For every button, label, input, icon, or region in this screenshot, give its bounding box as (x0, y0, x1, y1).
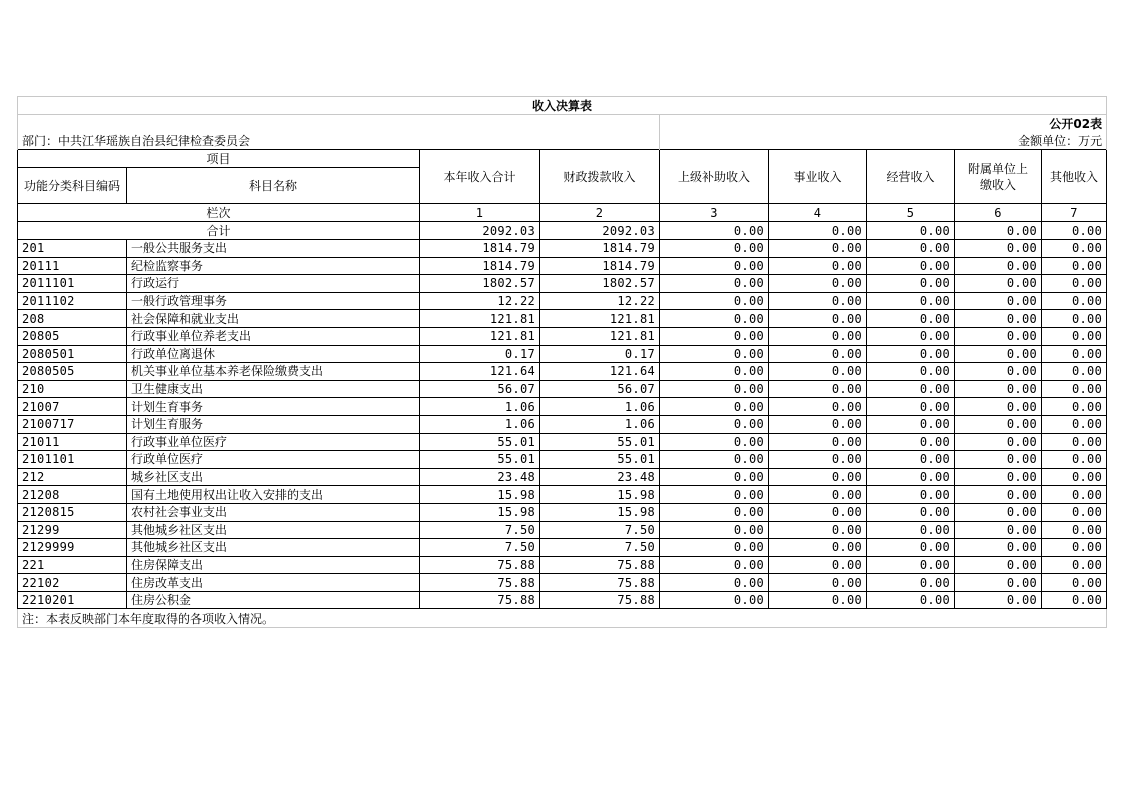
amount-cell: 0.00 (660, 415, 769, 433)
amount-cell: 0.00 (1042, 468, 1107, 486)
table-row (18, 556, 1107, 574)
amount-cell: 0.00 (769, 556, 867, 574)
amount-cell: 7.50 (540, 521, 660, 539)
col-number: 5 (867, 204, 955, 222)
amount-cell: 0.00 (955, 433, 1042, 451)
subject-code-cell: 21011 (18, 433, 127, 451)
amount-cell: 0.00 (660, 345, 769, 363)
amount-cell: 1802.57 (540, 275, 660, 293)
amount-cell: 7.50 (420, 539, 540, 557)
col-number: 7 (1042, 204, 1107, 222)
subject-name-cell: 其他城乡社区支出 (127, 521, 420, 539)
amount-cell: 1802.57 (420, 275, 540, 293)
subject-name-cell: 农村社会事业支出 (127, 503, 420, 521)
affiliated-header: 附属单位上缴收入 (955, 150, 1042, 204)
amount-cell: 0.00 (660, 433, 769, 451)
amount-cell: 0.00 (1042, 539, 1107, 557)
subject-name-cell: 住房改革支出 (127, 574, 420, 592)
col-number: 2 (540, 204, 660, 222)
business-header: 事业收入 (769, 150, 867, 204)
amount-cell: 1814.79 (420, 257, 540, 275)
amount-cell: 0.00 (955, 257, 1042, 275)
amount-cell: 15.98 (420, 486, 540, 504)
table-row (18, 433, 1107, 451)
name-header: 科目名称 (127, 168, 420, 204)
subject-name-cell: 纪检监察事务 (127, 257, 420, 275)
amount-cell: 0.00 (769, 521, 867, 539)
amount-cell: 0.00 (867, 363, 955, 381)
amount-cell: 0.00 (1042, 310, 1107, 328)
amount-cell: 0.00 (867, 415, 955, 433)
sum-cell: 0.00 (1042, 222, 1107, 240)
amount-cell: 0.00 (769, 398, 867, 416)
subject-name-cell: 行政单位医疗 (127, 451, 420, 469)
amount-cell: 56.07 (420, 380, 540, 398)
table-note: 注：本表反映部门本年度取得的各项收入情况。 (18, 609, 1107, 628)
subject-name-cell: 行政事业单位养老支出 (127, 327, 420, 345)
amount-cell: 0.00 (1042, 486, 1107, 504)
amount-cell: 0.17 (540, 345, 660, 363)
amount-cell: 121.81 (540, 327, 660, 345)
table-row (18, 275, 1107, 293)
amount-cell: 0.00 (955, 556, 1042, 574)
table-row (18, 380, 1107, 398)
amount-cell: 0.00 (660, 556, 769, 574)
amount-cell: 0.00 (1042, 451, 1107, 469)
code-header: 功能分类科目编码 (18, 168, 127, 204)
amount-cell: 0.00 (660, 292, 769, 310)
amount-cell: 15.98 (420, 503, 540, 521)
sum-cell: 0.00 (955, 222, 1042, 240)
amount-cell: 0.00 (769, 451, 867, 469)
amount-cell: 75.88 (540, 574, 660, 592)
amount-cell: 0.00 (867, 451, 955, 469)
amount-cell: 55.01 (420, 433, 540, 451)
fiscal-header: 财政拨款收入 (540, 150, 660, 204)
subject-code-cell: 2011101 (18, 275, 127, 293)
amount-cell: 0.00 (1042, 556, 1107, 574)
subject-name-cell: 计划生育服务 (127, 415, 420, 433)
amount-cell: 75.88 (540, 556, 660, 574)
amount-cell: 0.00 (769, 574, 867, 592)
amount-cell: 0.00 (955, 539, 1042, 557)
amount-cell: 0.00 (867, 486, 955, 504)
amount-cell: 0.00 (955, 380, 1042, 398)
sum-cell: 2092.03 (540, 222, 660, 240)
amount-cell: 121.64 (420, 363, 540, 381)
amount-cell: 0.00 (867, 345, 955, 363)
amount-cell: 0.00 (769, 240, 867, 258)
amount-cell: 0.00 (769, 327, 867, 345)
amount-cell: 0.00 (660, 521, 769, 539)
amount-cell: 0.00 (769, 310, 867, 328)
amount-cell: 0.00 (867, 240, 955, 258)
amount-cell: 0.00 (867, 257, 955, 275)
subject-code-cell: 2120815 (18, 503, 127, 521)
sum-cell: 0.00 (867, 222, 955, 240)
col-number: 6 (955, 204, 1042, 222)
subject-code-cell: 2080505 (18, 363, 127, 381)
amount-cell: 0.00 (867, 310, 955, 328)
amount-cell: 0.00 (769, 486, 867, 504)
amount-cell: 0.00 (769, 591, 867, 609)
col-number: 3 (660, 204, 769, 222)
amount-cell: 1.06 (420, 398, 540, 416)
amount-cell: 0.00 (1042, 591, 1107, 609)
amount-cell: 0.00 (1042, 363, 1107, 381)
amount-cell: 0.00 (769, 415, 867, 433)
amount-cell: 0.00 (1042, 521, 1107, 539)
sum-cell: 0.00 (769, 222, 867, 240)
table-row (18, 468, 1107, 486)
subject-name-cell: 行政单位离退休 (127, 345, 420, 363)
col-number: 4 (769, 204, 867, 222)
amount-cell: 0.00 (867, 503, 955, 521)
subject-name-cell: 城乡社区支出 (127, 468, 420, 486)
subject-name-cell: 其他城乡社区支出 (127, 539, 420, 557)
amount-cell: 0.00 (867, 380, 955, 398)
amount-cell: 0.00 (1042, 240, 1107, 258)
amount-cell: 0.00 (1042, 503, 1107, 521)
amount-cell: 12.22 (420, 292, 540, 310)
table-row (18, 539, 1107, 557)
amount-cell: 0.00 (660, 257, 769, 275)
amount-cell: 0.00 (867, 521, 955, 539)
subject-name-cell: 机关事业单位基本养老保险缴费支出 (127, 363, 420, 381)
subject-name-cell: 行政运行 (127, 275, 420, 293)
table-row (18, 240, 1107, 258)
operating-header: 经营收入 (867, 150, 955, 204)
amount-cell: 121.81 (420, 310, 540, 328)
subject-code-cell: 210 (18, 380, 127, 398)
amount-cell: 56.07 (540, 380, 660, 398)
amount-cell: 0.00 (660, 240, 769, 258)
superior-header: 上级补助收入 (660, 150, 769, 204)
income-final-accounts-sheet (17, 96, 1106, 628)
sum-cell: 0.00 (660, 222, 769, 240)
amount-cell: 0.00 (1042, 257, 1107, 275)
amount-cell: 0.00 (769, 433, 867, 451)
item-header: 项目 (18, 150, 420, 168)
amount-cell: 15.98 (540, 486, 660, 504)
amount-cell: 0.00 (955, 240, 1042, 258)
amount-cell: 0.00 (955, 503, 1042, 521)
table-row (18, 574, 1107, 592)
amount-cell: 0.00 (1042, 574, 1107, 592)
amount-cell: 0.00 (955, 451, 1042, 469)
subject-code-cell: 20111 (18, 257, 127, 275)
sum-row (18, 222, 1107, 240)
amount-cell: 0.00 (867, 556, 955, 574)
amount-cell: 0.00 (867, 468, 955, 486)
amount-cell: 0.00 (1042, 345, 1107, 363)
table-row (18, 310, 1107, 328)
amount-cell: 0.00 (867, 275, 955, 293)
amount-cell: 23.48 (420, 468, 540, 486)
amount-cell: 1.06 (420, 415, 540, 433)
amount-cell: 0.00 (955, 468, 1042, 486)
amount-cell: 55.01 (540, 433, 660, 451)
subject-name-cell: 住房公积金 (127, 591, 420, 609)
amount-cell: 0.00 (660, 327, 769, 345)
table-row (18, 451, 1107, 469)
amount-cell: 0.00 (867, 292, 955, 310)
subject-code-cell: 21299 (18, 521, 127, 539)
amount-cell: 0.00 (1042, 415, 1107, 433)
amount-cell: 121.81 (540, 310, 660, 328)
col-index-label: 栏次 (18, 204, 420, 222)
amount-cell: 0.00 (769, 345, 867, 363)
amount-cell: 0.00 (1042, 327, 1107, 345)
table-row (18, 398, 1107, 416)
amount-cell: 0.00 (660, 451, 769, 469)
unit-label: 金额单位：万元 (660, 132, 1107, 150)
amount-cell: 0.00 (1042, 433, 1107, 451)
table-row (18, 292, 1107, 310)
subject-name-cell: 行政事业单位医疗 (127, 433, 420, 451)
amount-cell: 0.00 (660, 486, 769, 504)
amount-cell: 0.00 (660, 503, 769, 521)
amount-cell: 0.00 (867, 591, 955, 609)
amount-cell: 0.00 (955, 292, 1042, 310)
subject-code-cell: 2080501 (18, 345, 127, 363)
table-row (18, 327, 1107, 345)
amount-cell: 0.00 (769, 275, 867, 293)
amount-cell: 7.50 (540, 539, 660, 557)
amount-cell: 0.00 (955, 398, 1042, 416)
subject-name-cell: 一般行政管理事务 (127, 292, 420, 310)
amount-cell: 0.00 (660, 380, 769, 398)
amount-cell: 75.88 (420, 574, 540, 592)
amount-cell: 0.00 (955, 327, 1042, 345)
amount-cell: 0.00 (955, 363, 1042, 381)
subject-name-cell: 国有土地使用权出让收入安排的支出 (127, 486, 420, 504)
subject-name-cell: 住房保障支出 (127, 556, 420, 574)
table-row (18, 415, 1107, 433)
amount-cell: 0.00 (955, 521, 1042, 539)
amount-cell: 55.01 (540, 451, 660, 469)
subject-code-cell: 2101101 (18, 451, 127, 469)
col-number: 1 (420, 204, 540, 222)
amount-cell: 0.00 (660, 310, 769, 328)
amount-cell: 55.01 (420, 451, 540, 469)
subject-code-cell: 201 (18, 240, 127, 258)
total-header: 本年收入合计 (420, 150, 540, 204)
amount-cell: 0.00 (867, 539, 955, 557)
amount-cell: 0.00 (867, 433, 955, 451)
subject-code-cell: 2210201 (18, 591, 127, 609)
amount-cell: 0.00 (769, 292, 867, 310)
amount-cell: 0.00 (955, 574, 1042, 592)
amount-cell: 121.81 (420, 327, 540, 345)
amount-cell: 0.00 (769, 257, 867, 275)
subject-name-cell: 社会保障和就业支出 (127, 310, 420, 328)
subject-name-cell: 计划生育事务 (127, 398, 420, 416)
amount-cell: 0.00 (867, 574, 955, 592)
table-number: 公开02表 (660, 115, 1107, 133)
amount-cell: 0.00 (955, 345, 1042, 363)
amount-cell: 0.00 (769, 539, 867, 557)
amount-cell: 0.00 (1042, 380, 1107, 398)
income-table (17, 96, 1107, 628)
subject-name-cell: 一般公共服务支出 (127, 240, 420, 258)
subject-name-cell: 卫生健康支出 (127, 380, 420, 398)
amount-cell: 75.88 (420, 591, 540, 609)
amount-cell: 1814.79 (420, 240, 540, 258)
subject-code-cell: 221 (18, 556, 127, 574)
amount-cell: 0.00 (955, 310, 1042, 328)
amount-cell: 1814.79 (540, 240, 660, 258)
table-row (18, 363, 1107, 381)
amount-cell: 0.00 (955, 591, 1042, 609)
table-row (18, 257, 1107, 275)
amount-cell: 75.88 (420, 556, 540, 574)
table-row (18, 521, 1107, 539)
subject-code-cell: 20805 (18, 327, 127, 345)
amount-cell: 0.00 (660, 275, 769, 293)
subject-code-cell: 21007 (18, 398, 127, 416)
amount-cell: 12.22 (540, 292, 660, 310)
amount-cell: 121.64 (540, 363, 660, 381)
other-header: 其他收入 (1042, 150, 1107, 204)
amount-cell: 0.00 (867, 327, 955, 345)
amount-cell: 0.00 (660, 539, 769, 557)
amount-cell: 0.00 (769, 380, 867, 398)
amount-cell: 0.00 (1042, 292, 1107, 310)
subject-code-cell: 212 (18, 468, 127, 486)
table-row (18, 486, 1107, 504)
subject-code-cell: 21208 (18, 486, 127, 504)
amount-cell: 0.00 (660, 363, 769, 381)
amount-cell: 0.00 (1042, 398, 1107, 416)
subject-code-cell: 22102 (18, 574, 127, 592)
department-label: 部门：中共江华瑶族自治县纪律检查委员会 (18, 132, 660, 150)
table-title: 收入决算表 (18, 97, 1107, 115)
table-row (18, 345, 1107, 363)
amount-cell: 75.88 (540, 591, 660, 609)
sum-label: 合计 (18, 222, 420, 240)
amount-cell: 0.00 (660, 468, 769, 486)
amount-cell: 0.00 (955, 275, 1042, 293)
amount-cell: 0.00 (660, 574, 769, 592)
amount-cell: 0.00 (769, 363, 867, 381)
subject-code-cell: 2011102 (18, 292, 127, 310)
amount-cell: 0.00 (955, 486, 1042, 504)
amount-cell: 1814.79 (540, 257, 660, 275)
amount-cell: 23.48 (540, 468, 660, 486)
amount-cell: 0.00 (769, 503, 867, 521)
table-row (18, 503, 1107, 521)
subject-code-cell: 2100717 (18, 415, 127, 433)
sum-cell: 2092.03 (420, 222, 540, 240)
amount-cell: 0.00 (867, 398, 955, 416)
amount-cell: 0.00 (660, 398, 769, 416)
amount-cell: 0.00 (955, 415, 1042, 433)
amount-cell: 0.00 (660, 591, 769, 609)
amount-cell: 1.06 (540, 415, 660, 433)
amount-cell: 7.50 (420, 521, 540, 539)
subject-code-cell: 208 (18, 310, 127, 328)
amount-cell: 1.06 (540, 398, 660, 416)
amount-cell: 0.00 (1042, 275, 1107, 293)
amount-cell: 0.17 (420, 345, 540, 363)
subject-code-cell: 2129999 (18, 539, 127, 557)
table-row (18, 591, 1107, 609)
amount-cell: 15.98 (540, 503, 660, 521)
amount-cell: 0.00 (769, 468, 867, 486)
